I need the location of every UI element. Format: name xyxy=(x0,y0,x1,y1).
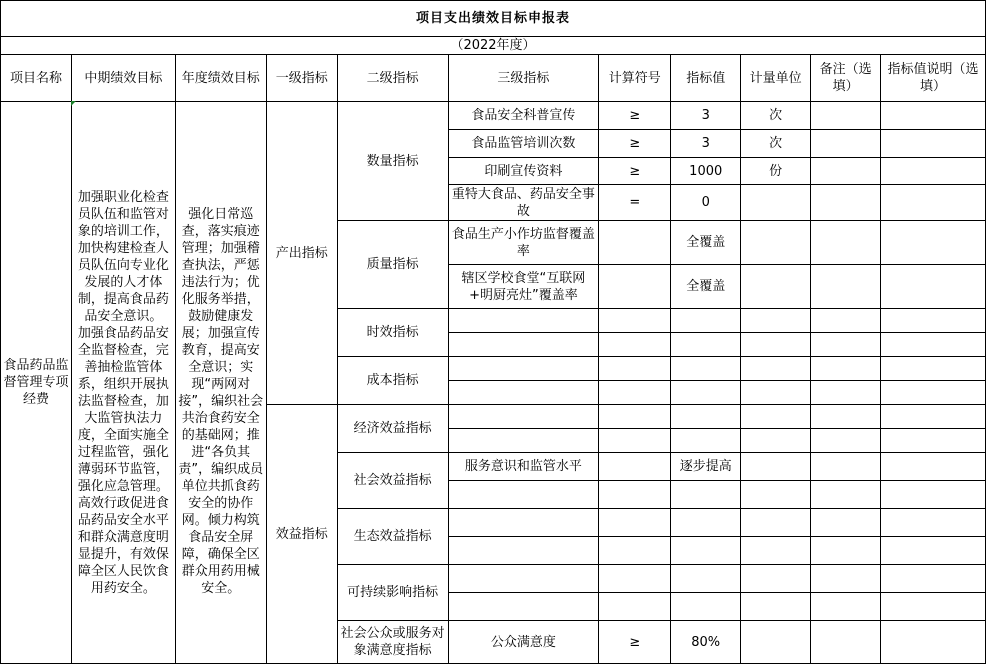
level3-cell: 食品监管培训次数 xyxy=(448,130,599,158)
remark-cell xyxy=(811,185,881,221)
value-cell xyxy=(671,593,741,621)
level1-output: 产出指标 xyxy=(266,102,337,405)
level3-cell: 重特大食品、药品安全事故 xyxy=(448,185,599,221)
level2-sustainable: 可持续影响指标 xyxy=(337,565,448,621)
level2-satisfaction: 社会公众或服务对象满意度指标 xyxy=(337,621,448,664)
symbol-cell xyxy=(599,509,671,537)
remark-cell xyxy=(811,429,881,453)
remark-cell xyxy=(811,381,881,405)
note-cell xyxy=(881,309,986,333)
level2-economic: 经济效益指标 xyxy=(337,405,448,453)
note-cell xyxy=(881,185,986,221)
project-name-cell: 食品药品监督管理专项经费 xyxy=(1,102,72,664)
note-cell xyxy=(881,381,986,405)
symbol-cell: ≥ xyxy=(599,102,671,130)
unit-cell xyxy=(741,381,811,405)
value-cell xyxy=(671,565,741,593)
remark-cell xyxy=(811,593,881,621)
value-cell: 逐步提高 xyxy=(671,453,741,481)
header-level1: 一级指标 xyxy=(266,55,337,102)
symbol-cell xyxy=(599,309,671,333)
level3-cell: 食品安全科普宣传 xyxy=(448,102,599,130)
remark-cell xyxy=(811,537,881,565)
unit-cell xyxy=(741,537,811,565)
level3-cell xyxy=(448,537,599,565)
level3-cell xyxy=(448,565,599,593)
value-cell xyxy=(671,429,741,453)
unit-cell xyxy=(741,265,811,309)
note-cell xyxy=(881,405,986,429)
value-cell xyxy=(671,509,741,537)
header-value-note: 指标值说明（选填） xyxy=(881,55,986,102)
header-annual-goal: 年度绩效目标 xyxy=(175,55,266,102)
unit-cell xyxy=(741,333,811,357)
note-cell xyxy=(881,621,986,664)
unit-cell: 次 xyxy=(741,130,811,158)
mid-goal-cell: 加强职业化检查员队伍和监管对象的培训工作，加快构建检查人员队伍向专业化发展的人才体制，提高食品药品安全意识。 加强食品药品安全监督检查，完善抽检监管体系，组织开展执法监督检查，加大监管执法力度，全面实施全过程监管，强化薄弱环节监管，强化应急管理。 高效行政促进食品药品安全水平和群众满意度明显提升，有效保障全区人民饮食用药安全。 xyxy=(71,102,175,664)
table-title: 项目支出绩效目标申报表 xyxy=(1,1,986,37)
value-cell: 全覆盖 xyxy=(671,221,741,265)
symbol-cell xyxy=(599,593,671,621)
header-level2: 二级指标 xyxy=(337,55,448,102)
unit-cell xyxy=(741,453,811,481)
remark-cell xyxy=(811,102,881,130)
annual-goal-cell: 强化日常巡查，落实痕迹管理；加强稽查执法，严惩违法行为；优化服务举措，鼓励健康发展；加强宣传教育，提高安全意识；实现“两网对接”，编织社会共治食药安全的基础网；推进“各负其责”，编织成员单位共抓食药安全的协作网。倾力构筑食品安全屏障，确保全区群众用药用械安全。 xyxy=(175,102,266,664)
remark-cell xyxy=(811,221,881,265)
table-year: （2022年度） xyxy=(1,37,986,55)
unit-cell xyxy=(741,429,811,453)
unit-cell xyxy=(741,593,811,621)
header-symbol: 计算符号 xyxy=(599,55,671,102)
level2-quantity: 数量指标 xyxy=(337,102,448,221)
remark-cell xyxy=(811,509,881,537)
value-cell: 3 xyxy=(671,102,741,130)
unit-cell xyxy=(741,621,811,664)
symbol-cell xyxy=(599,537,671,565)
value-cell: 全覆盖 xyxy=(671,265,741,309)
level3-cell xyxy=(448,509,599,537)
note-cell xyxy=(881,102,986,130)
remark-cell xyxy=(811,405,881,429)
value-cell xyxy=(671,405,741,429)
note-cell xyxy=(881,537,986,565)
note-cell xyxy=(881,130,986,158)
unit-cell xyxy=(741,185,811,221)
level3-cell: 印刷宣传资料 xyxy=(448,158,599,185)
note-cell xyxy=(881,158,986,185)
header-unit: 计量单位 xyxy=(741,55,811,102)
unit-cell: 份 xyxy=(741,158,811,185)
note-cell xyxy=(881,265,986,309)
symbol-cell: ≥ xyxy=(599,158,671,185)
header-project-name: 项目名称 xyxy=(1,55,72,102)
unit-cell xyxy=(741,357,811,381)
note-cell xyxy=(881,333,986,357)
note-cell xyxy=(881,429,986,453)
symbol-cell: ≥ xyxy=(599,621,671,664)
unit-cell xyxy=(741,221,811,265)
unit-cell xyxy=(741,509,811,537)
level2-cost: 成本指标 xyxy=(337,357,448,405)
symbol-cell xyxy=(599,565,671,593)
unit-cell xyxy=(741,405,811,429)
header-mid-goal: 中期绩效目标 xyxy=(71,55,175,102)
note-cell xyxy=(881,357,986,381)
value-cell: 1000 xyxy=(671,158,741,185)
level3-cell xyxy=(448,481,599,509)
remark-cell xyxy=(811,309,881,333)
remark-cell xyxy=(811,130,881,158)
value-cell xyxy=(671,357,741,381)
remark-cell xyxy=(811,357,881,381)
level3-cell: 公众满意度 xyxy=(448,621,599,664)
level1-benefit: 效益指标 xyxy=(266,405,337,664)
remark-cell xyxy=(811,565,881,593)
symbol-cell xyxy=(599,333,671,357)
symbol-cell xyxy=(599,265,671,309)
header-row xyxy=(1,55,986,102)
value-cell: 0 xyxy=(671,185,741,221)
note-cell xyxy=(881,509,986,537)
header-level3: 三级指标 xyxy=(448,55,599,102)
level2-timeliness: 时效指标 xyxy=(337,309,448,357)
level3-cell xyxy=(448,333,599,357)
value-cell xyxy=(671,309,741,333)
remark-cell xyxy=(811,621,881,664)
remark-cell xyxy=(811,333,881,357)
symbol-cell xyxy=(599,381,671,405)
level3-cell xyxy=(448,429,599,453)
level3-cell: 辖区学校食堂“互联网+明厨亮灶”覆盖率 xyxy=(448,265,599,309)
note-cell xyxy=(881,221,986,265)
value-cell xyxy=(671,381,741,405)
level3-cell: 食品生产小作坊监督覆盖率 xyxy=(448,221,599,265)
level2-social: 社会效益指标 xyxy=(337,453,448,509)
symbol-cell xyxy=(599,453,671,481)
remark-cell xyxy=(811,481,881,509)
level2-quality: 质量指标 xyxy=(337,221,448,309)
note-cell xyxy=(881,481,986,509)
symbol-cell: ≥ xyxy=(599,130,671,158)
level3-cell xyxy=(448,309,599,333)
symbol-cell xyxy=(599,357,671,381)
unit-cell: 次 xyxy=(741,102,811,130)
level3-cell: 服务意识和监管水平 xyxy=(448,453,599,481)
unit-cell xyxy=(741,565,811,593)
symbol-cell xyxy=(599,429,671,453)
symbol-cell: = xyxy=(599,185,671,221)
value-cell: 80% xyxy=(671,621,741,664)
remark-cell xyxy=(811,453,881,481)
note-cell xyxy=(881,593,986,621)
level2-ecological: 生态效益指标 xyxy=(337,509,448,565)
remark-cell xyxy=(811,265,881,309)
remark-cell xyxy=(811,158,881,185)
value-cell xyxy=(671,481,741,509)
header-value: 指标值 xyxy=(671,55,741,102)
value-cell: 3 xyxy=(671,130,741,158)
unit-cell xyxy=(741,309,811,333)
symbol-cell xyxy=(599,221,671,265)
note-cell xyxy=(881,565,986,593)
level3-cell xyxy=(448,357,599,381)
comment-marker-icon xyxy=(71,101,76,106)
level3-cell xyxy=(448,381,599,405)
level3-cell xyxy=(448,405,599,429)
note-cell xyxy=(881,453,986,481)
header-remark: 备注（选填） xyxy=(811,55,881,102)
unit-cell xyxy=(741,481,811,509)
symbol-cell xyxy=(599,481,671,509)
level3-cell xyxy=(448,593,599,621)
value-cell xyxy=(671,333,741,357)
value-cell xyxy=(671,537,741,565)
symbol-cell xyxy=(599,405,671,429)
